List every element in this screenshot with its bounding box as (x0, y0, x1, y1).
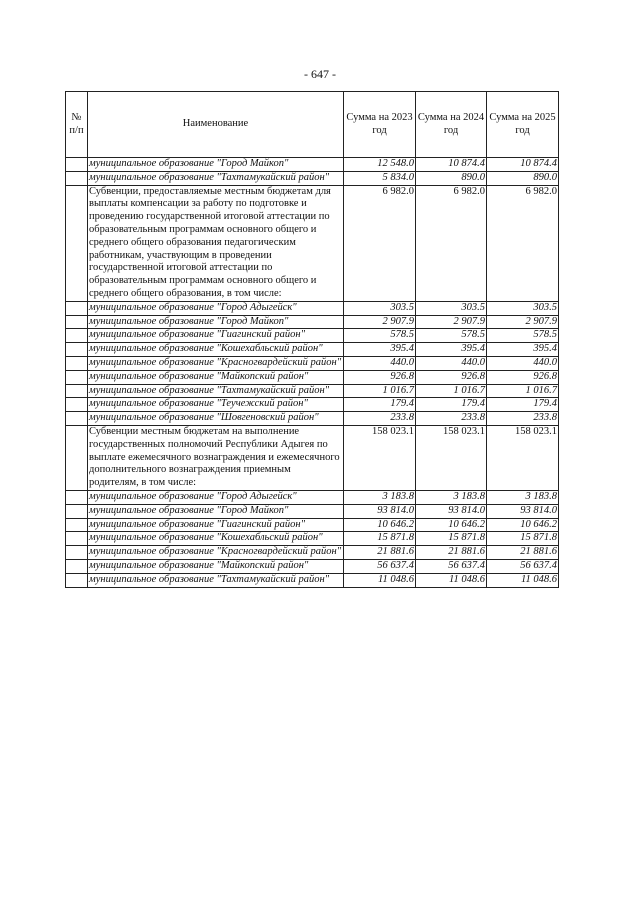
row-value-2024: 1 016.7 (416, 384, 487, 398)
row-value-2023: 3 183.8 (344, 490, 416, 504)
row-value-2024: 6 982.0 (416, 185, 487, 301)
page-number: - 647 - (304, 67, 336, 81)
table-row (66, 504, 559, 518)
row-name: муниципальное образование "Тахтамукайский район" (88, 573, 344, 587)
row-index-cell (66, 301, 88, 315)
row-value-2025: 10 874.4 (487, 158, 559, 172)
row-name: муниципальное образование "Красногвардейский район" (88, 356, 344, 370)
row-value-2025: 440.0 (487, 356, 559, 370)
row-value-2024: 303.5 (416, 301, 487, 315)
row-index-cell (66, 412, 88, 426)
row-value-2025: 11 048.6 (487, 573, 559, 587)
table-row (66, 546, 559, 560)
row-value-2023: 926.8 (344, 370, 416, 384)
table-row (66, 171, 559, 185)
row-index-cell (66, 370, 88, 384)
row-value-2025: 395.4 (487, 343, 559, 357)
row-name: Субвенции местным бюджетам на выполнение государственных полномочий Республики Адыгея по выплате ежемесячного вознаграждения и ежемесячного дополнительного вознаграждения приемным родителям, в том числе: (88, 425, 344, 490)
row-index-cell (66, 329, 88, 343)
table-row (66, 490, 559, 504)
row-index-cell (66, 504, 88, 518)
row-value-2024: 2 907.9 (416, 315, 487, 329)
row-name: муниципальное образование "Город Майкоп" (88, 158, 344, 172)
row-value-2024: 93 814.0 (416, 504, 487, 518)
table-row-subvention (66, 425, 559, 490)
row-name: муниципальное образование "Кошехабльский район" (88, 532, 344, 546)
table-row (66, 518, 559, 532)
row-value-2025: 15 871.8 (487, 532, 559, 546)
table-row-subvention (66, 185, 559, 301)
row-value-2024: 11 048.6 (416, 573, 487, 587)
row-index-cell (66, 398, 88, 412)
row-value-2023: 179.4 (344, 398, 416, 412)
row-value-2024: 179.4 (416, 398, 487, 412)
row-name: муниципальное образование "Город Майкоп" (88, 504, 344, 518)
row-value-2023: 1 016.7 (344, 384, 416, 398)
row-value-2025: 21 881.6 (487, 546, 559, 560)
row-index-cell (66, 171, 88, 185)
row-value-2025: 3 183.8 (487, 490, 559, 504)
table-row (66, 343, 559, 357)
row-name: муниципальное образование "Тахтамукайский район" (88, 384, 344, 398)
row-value-2023: 158 023.1 (344, 425, 416, 490)
row-value-2024: 233.8 (416, 412, 487, 426)
table-row (66, 356, 559, 370)
table-row (66, 398, 559, 412)
row-name: муниципальное образование "Город Адыгейск" (88, 490, 344, 504)
row-value-2025: 158 023.1 (487, 425, 559, 490)
header-2023: Сумма на 2023 год (344, 92, 416, 158)
budget-table (65, 91, 559, 588)
table-row (66, 315, 559, 329)
row-value-2023: 11 048.6 (344, 573, 416, 587)
row-value-2024: 158 023.1 (416, 425, 487, 490)
table-row (66, 412, 559, 426)
row-value-2025: 578.5 (487, 329, 559, 343)
row-value-2023: 15 871.8 (344, 532, 416, 546)
row-value-2024: 56 637.4 (416, 559, 487, 573)
row-value-2023: 395.4 (344, 343, 416, 357)
row-index-cell (66, 343, 88, 357)
row-value-2025: 179.4 (487, 398, 559, 412)
row-index-cell (66, 356, 88, 370)
row-value-2024: 578.5 (416, 329, 487, 343)
table-row (66, 329, 559, 343)
row-value-2024: 440.0 (416, 356, 487, 370)
row-value-2023: 5 834.0 (344, 171, 416, 185)
row-value-2023: 10 646.2 (344, 518, 416, 532)
table-header-row (66, 92, 559, 158)
row-name: муниципальное образование "Кошехабльский район" (88, 343, 344, 357)
row-index-cell (66, 532, 88, 546)
row-value-2024: 926.8 (416, 370, 487, 384)
row-name: муниципальное образование "Город Майкоп" (88, 315, 344, 329)
row-value-2025: 233.8 (487, 412, 559, 426)
row-name: муниципальное образование "Шовгеновский район" (88, 412, 344, 426)
row-value-2023: 2 907.9 (344, 315, 416, 329)
table-row (66, 532, 559, 546)
row-value-2024: 10 874.4 (416, 158, 487, 172)
row-value-2025: 303.5 (487, 301, 559, 315)
row-index-cell (66, 384, 88, 398)
row-value-2023: 440.0 (344, 356, 416, 370)
header-num: № п/п (66, 92, 88, 158)
table-body (66, 158, 559, 588)
row-index-cell (66, 185, 88, 301)
row-value-2023: 303.5 (344, 301, 416, 315)
table-row (66, 573, 559, 587)
row-value-2024: 10 646.2 (416, 518, 487, 532)
row-value-2024: 395.4 (416, 343, 487, 357)
row-value-2025: 93 814.0 (487, 504, 559, 518)
row-name: муниципальное образование "Гиагинский район" (88, 329, 344, 343)
row-value-2023: 578.5 (344, 329, 416, 343)
row-name: муниципальное образование "Тахтамукайский район" (88, 171, 344, 185)
row-value-2024: 15 871.8 (416, 532, 487, 546)
table-row (66, 384, 559, 398)
row-name: муниципальное образование "Город Адыгейск" (88, 301, 344, 315)
row-index-cell (66, 315, 88, 329)
row-value-2024: 890.0 (416, 171, 487, 185)
row-index-cell (66, 425, 88, 490)
row-value-2023: 233.8 (344, 412, 416, 426)
row-value-2024: 3 183.8 (416, 490, 487, 504)
row-value-2025: 10 646.2 (487, 518, 559, 532)
row-name: муниципальное образование "Красногвардейский район" (88, 546, 344, 560)
table-row (66, 158, 559, 172)
row-index-cell (66, 559, 88, 573)
table-row (66, 301, 559, 315)
row-index-cell (66, 490, 88, 504)
header-2024: Сумма на 2024 год (416, 92, 487, 158)
table-row (66, 370, 559, 384)
row-index-cell (66, 518, 88, 532)
row-index-cell (66, 158, 88, 172)
row-value-2023: 56 637.4 (344, 559, 416, 573)
row-name: Субвенции, предоставляемые местным бюджетам для выплаты компенсации за работу по подготовке и проведению государственной итоговой аттестации по образовательным программам основного общего и среднего общего образования педагогическим работникам, участвующим в проведении государственной итоговой аттестации по образовательным программам основного общего и среднего общего образования, в том числе: (88, 185, 344, 301)
row-name: муниципальное образование "Гиагинский район" (88, 518, 344, 532)
row-value-2025: 2 907.9 (487, 315, 559, 329)
header-name: Наименование (88, 92, 344, 158)
row-value-2023: 21 881.6 (344, 546, 416, 560)
row-value-2025: 1 016.7 (487, 384, 559, 398)
row-value-2023: 93 814.0 (344, 504, 416, 518)
row-value-2025: 890.0 (487, 171, 559, 185)
row-value-2025: 926.8 (487, 370, 559, 384)
row-index-cell (66, 546, 88, 560)
row-value-2023: 6 982.0 (344, 185, 416, 301)
row-value-2025: 56 637.4 (487, 559, 559, 573)
row-index-cell (66, 573, 88, 587)
row-name: муниципальное образование "Теучежский район" (88, 398, 344, 412)
row-value-2023: 12 548.0 (344, 158, 416, 172)
row-value-2024: 21 881.6 (416, 546, 487, 560)
row-value-2025: 6 982.0 (487, 185, 559, 301)
row-name: муниципальное образование "Майкопский район" (88, 370, 344, 384)
table-row (66, 559, 559, 573)
row-name: муниципальное образование "Майкопский район" (88, 559, 344, 573)
header-2025: Сумма на 2025 год (487, 92, 559, 158)
